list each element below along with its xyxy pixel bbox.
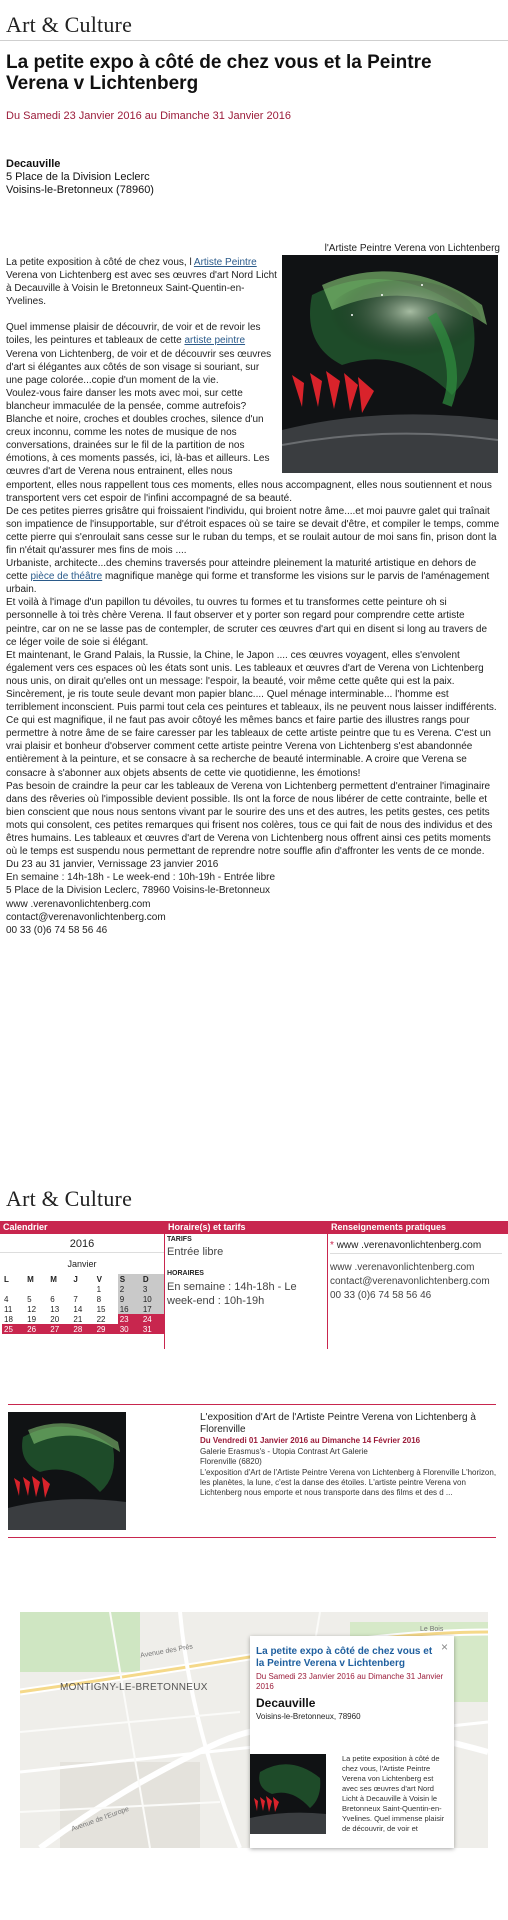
info-website-2[interactable]: www .verenavonlichtenberg.com bbox=[330, 1262, 475, 1273]
article-dates: Du Samedi 23 Janvier 2016 au Dimanche 31 Janvier 2016 bbox=[6, 110, 291, 122]
site-logo[interactable]: Art & Culture bbox=[6, 12, 133, 37]
paragraph-4: Blanche et noire, croches et doubles croches, silence d'un creux inconnu, comme les notes de musique de nos conversations, drainées sur le fil de la partition de nos émotions, à ces moments passés, ici, là-bas et ailleurs. Les œuvres d'art de Verena nous entrainent, elles nous emportent, elles nous rappellent tous ces moments, elles nous accompagnent, elles nous soutiennent et nous transportent vers cet espoir de l'infini accompagné de sa beauté. bbox=[6, 414, 492, 504]
calendar-day bbox=[48, 1284, 71, 1294]
paragraph-6: Urbaniste, architecte...des chemins traversés pour atteindre pleinement la maturité artistique en dehors de cette pièce de théâtre magnifique manège qui forme et transforme les visions sur le parvis de l'aménagement urbain. bbox=[6, 558, 490, 596]
info-website-line bbox=[330, 1240, 481, 1251]
hours-column bbox=[165, 1221, 328, 1349]
info-website[interactable]: www .verenavonlichtenberg.com bbox=[6, 898, 151, 910]
info-email[interactable]: contact@verenavonlichtenberg.com bbox=[330, 1276, 490, 1287]
map-label-road2: Avenue de l'Europe bbox=[70, 1805, 131, 1834]
calendar-day[interactable]: 11 bbox=[4, 1304, 13, 1314]
info-address: 5 Place de la Division Leclerc, 78960 Voisins-le-Bretonneux bbox=[6, 885, 271, 897]
info-header: Renseignements pratiques bbox=[328, 1221, 508, 1234]
map-popup bbox=[250, 1636, 454, 1848]
horaires-value: En semaine : 14h-18h - Le week-end : 10h-19h bbox=[167, 1281, 297, 1307]
paragraph-8: Et maintenant, le Grand Palais, la Russie, la Chine, le Japon .... ces œuvres voyagent, elles s'envolent également vers ces espaces où les états sont unis. Les tableaux et œuvres d'art de Verena von Lichtenberg nous unis, on dirait qu'elles ont un message: l'espoir, la beauté, voir même cette quête qui est la paix. bbox=[6, 649, 484, 687]
event-info-widget bbox=[0, 1221, 508, 1349]
weekday-sat: S bbox=[118, 1274, 141, 1284]
calendar-day[interactable]: 15 bbox=[96, 1304, 106, 1314]
info-hours: En semaine : 14h-18h - Le week-end : 10h-19h - Entrée libre bbox=[6, 872, 276, 884]
calendar-day-event[interactable]: 25 bbox=[2, 1324, 25, 1334]
map-label-town: MONTIGNY-LE-BRETONNEUX bbox=[60, 1682, 208, 1693]
info-phone: 00 33 (0)6 74 58 56 46 bbox=[330, 1290, 432, 1301]
popup-title[interactable]: La petite expo à côté de chez vous et la Peintre Verena v Lichtenberg bbox=[256, 1646, 433, 1669]
paragraph-2: Quel immense plaisir de découvrir, de voir et de revoir les toiles, les peintures et tableaux de cette artiste peintre Verena von Lichtenberg, de voir et de découvrir ses œuvres d'art si élégantes aux côtés de son visage si souriant, sur une page colorée...copie d'un moment de la vie. bbox=[6, 322, 272, 386]
weekday-fri: V bbox=[96, 1274, 102, 1284]
calendar-day-event[interactable]: 31 bbox=[141, 1324, 164, 1334]
calendar-day[interactable]: 13 bbox=[50, 1304, 60, 1314]
close-icon[interactable]: × bbox=[440, 1640, 448, 1654]
popup-address: Voisins-le-Bretonneux, 78960 bbox=[256, 1712, 361, 1721]
hours-header: Horaire(s) et tarifs bbox=[165, 1221, 327, 1234]
paragraph-5: De ces petites pierres grisâtre qui froissaient l'individu, qui broient notre âme....et moi pauvre galet qui traînait son impatience de l'insupportable, sur d'étroit espaces où se taire se devait d'être, et compiler le temps, comme cette pierre qui s'enroulait sans cesse sur le ruban du temps, et se roulait autour de moi sans fin, prison dont la fin n'était qu'assurer mes fins de mois .... bbox=[6, 505, 500, 556]
calendar-day[interactable]: 1 bbox=[96, 1284, 102, 1294]
weekday-wed: M bbox=[50, 1274, 57, 1284]
related-city: Florenville (6820) bbox=[200, 1457, 262, 1466]
calendar-day[interactable]: 4 bbox=[4, 1294, 9, 1304]
info-dates: Du 23 au 31 janvier, Vernissage 23 janvier 2016 bbox=[6, 859, 219, 871]
calendar-day[interactable]: 14 bbox=[73, 1304, 83, 1314]
popup-dates: Du Samedi 23 Janvier 2016 au Dimanche 31 Janvier 2016 bbox=[256, 1672, 444, 1691]
popup-painting-svg bbox=[250, 1754, 326, 1834]
calendar-day-event[interactable]: 27 bbox=[48, 1324, 71, 1334]
painting-image[interactable] bbox=[282, 255, 498, 473]
calendar-day[interactable]: 5 bbox=[27, 1294, 32, 1304]
weekday-thu: J bbox=[73, 1274, 78, 1284]
calendar-day bbox=[25, 1284, 48, 1294]
calendar-day[interactable]: 22 bbox=[96, 1314, 106, 1324]
weekday-tue: M bbox=[27, 1274, 34, 1284]
calendar-day[interactable]: 3 bbox=[141, 1284, 164, 1294]
related-top-divider bbox=[8, 1404, 496, 1405]
venue-name: Decauville bbox=[6, 158, 61, 170]
image-caption: l'Artiste Peintre Verena von Lichtenberg bbox=[324, 243, 500, 254]
calendar-day-event[interactable]: 28 bbox=[71, 1324, 94, 1334]
calendar-day[interactable]: 10 bbox=[141, 1294, 164, 1304]
info-column bbox=[328, 1221, 508, 1349]
calendar-day[interactable]: 8 bbox=[96, 1294, 102, 1304]
related-bottom-divider bbox=[8, 1537, 496, 1538]
calendar-day[interactable]: 19 bbox=[27, 1314, 37, 1324]
related-painting-svg bbox=[8, 1412, 126, 1530]
calendar-header: Calendrier bbox=[0, 1221, 164, 1234]
related-venue: Galerie Erasmus's - Utopia Contrast Art Galerie bbox=[200, 1447, 368, 1456]
info-website-1[interactable]: www .verenavonlichtenberg.com bbox=[336, 1240, 482, 1251]
link-artiste-peintre[interactable]: Artiste Peintre bbox=[193, 257, 257, 268]
paragraph-9: Sincèrement, je ris toute seule devant mon papier blanc.... Quel ménage interminable... l'homme est terriblement inconscient. Puis parmi tout cela ces peintures et tableaux, ils ne peuvent nous laisser indifférents. Ce qui est magnifique, il ne faut pas avoir côtoyé les mêmes bancs et faire partie des illustres rangs pour permettre à notre âme de se faire caresser par les tableaux de cette artiste peintre que tu es Verena. C'est un vrai plaisir et bonheur d'observer comment cette artiste peintre Verena von Lichtenberg s'est abandonnée entièrement à la peinture, et se consacre à sa recherche de beauté interminable. A croire que Verena se consacre à s'abonner aux objets absents de cette vie quotidienne, les émotions! bbox=[6, 689, 497, 779]
popup-venue: Decauville bbox=[256, 1696, 316, 1710]
related-dates: Du Vendredi 01 Janvier 2016 au Dimanche 14 Février 2016 bbox=[200, 1436, 421, 1445]
popup-thumbnail[interactable] bbox=[250, 1754, 326, 1834]
header-divider bbox=[0, 40, 508, 41]
paragraph-1: La petite exposition à côté de chez vous, l Artiste Peintre Verena von Lichtenberg est avec ses œuvres d'art Nord Licht à Decauville à Voisin le Bretonneux Saint-Quentin-en-Yvelines. bbox=[6, 257, 277, 308]
calendar-month: Janvier bbox=[67, 1259, 97, 1269]
calendar-grid bbox=[2, 1274, 164, 1334]
site-logo-2[interactable]: Art & Culture bbox=[6, 1186, 133, 1211]
related-thumbnail[interactable] bbox=[8, 1412, 126, 1530]
related-excerpt: L'exposition d'Art de l'Artiste Peintre Verena von Lichtenberg à Florenville L'horizon, les planètes, la lune, c'est la danse des étoiles. L'artiste peintre Verena von Lichtenberg nous emporte et nous transporte dans des films et des d ... bbox=[200, 1468, 497, 1497]
link-piece-de-theatre[interactable]: pièce de théâtre bbox=[30, 571, 103, 583]
tarifs-label: TARIFS bbox=[167, 1236, 192, 1243]
calendar-day bbox=[71, 1284, 94, 1294]
calendar-day[interactable]: 16 bbox=[118, 1304, 141, 1314]
weekday-sun: D bbox=[141, 1274, 164, 1284]
link-artiste-peintre-2[interactable]: artiste peintre bbox=[184, 335, 246, 347]
horaires-label: HORAIRES bbox=[167, 1270, 204, 1277]
weekday-mon: L bbox=[4, 1274, 9, 1284]
venue-address-2: Voisins-le-Bretonneux (78960) bbox=[6, 184, 154, 196]
map-label-road1: Avenue des Prés bbox=[139, 1643, 194, 1660]
painting-svg bbox=[282, 255, 498, 473]
calendar-day-event[interactable]: 29 bbox=[95, 1324, 118, 1334]
calendar-column bbox=[0, 1221, 165, 1349]
popup-excerpt: La petite exposition à côté de chez vous, l'Artiste Peintre Verena von Lichtenberg est avec ses œuvres d'art Nord Licht à Decauville à Voisin le Bretonneux Saint-Quentin-en-Yvelines. Quel immense plaisir de découvrir, de voir et bbox=[342, 1754, 445, 1833]
calendar-day-event[interactable]: 30 bbox=[118, 1324, 141, 1334]
calendar-day[interactable]: 2 bbox=[118, 1284, 141, 1294]
calendar-day[interactable]: 9 bbox=[118, 1294, 141, 1304]
info-email[interactable]: contact@verenavonlichtenberg.com bbox=[6, 911, 166, 923]
paragraph-7: Et voilà à l'image d'un papillon tu dévoiles, tu ouvres tu formes et tu transformes cette peinture oh si personnelle à toi très chère Verena. Il faut observer et y porter son regard pour comprendre cette artiste peintre, car on ne se lasse pas de contempler, de scruter ces œuvres d'art qui en disent si long au travers de ce léger voile de soie si élégant. bbox=[6, 597, 488, 648]
calendar-day[interactable]: 20 bbox=[50, 1314, 60, 1324]
info-phone: 00 33 (0)6 74 58 56 46 bbox=[6, 924, 108, 936]
calendar-day-event[interactable]: 26 bbox=[25, 1324, 48, 1334]
venue-address-1: 5 Place de la Division Leclerc bbox=[6, 171, 150, 183]
paragraph-10: Pas besoin de craindre la peur car les tableaux de Verena von Lichtenberg permettent d'entrainer l'imaginaire dans des rêveries où l'impossible devient possible. Ils ont la force de nous libérer de cette contrainte, belle et bien conscient que nous nous sentons vivant par le sourire des uns et des autres, les petits gestes, ces petits mots qui consolent, ces petites remarques qui frisent nos colères, tous ce qui fait de nous des individus et des êtres humains. Les tableaux et œuvres d'art de Verena von Lichtenberg nous offrent ainsi ces petits moments où le temps est suspendu nous permettant de reprendre notre souffle afin d'affronter les vents de ce monde. bbox=[6, 780, 493, 858]
calendar-day[interactable]: 21 bbox=[73, 1314, 83, 1324]
calendar-day[interactable]: 6 bbox=[50, 1294, 55, 1304]
tarifs-value: Entrée libre bbox=[167, 1246, 224, 1258]
calendar-day[interactable]: 12 bbox=[27, 1304, 37, 1314]
calendar-day-event[interactable]: 24 bbox=[141, 1314, 164, 1324]
map-label-place: Le Bois bbox=[420, 1626, 444, 1633]
calendar-day[interactable]: 17 bbox=[141, 1304, 164, 1314]
star-icon: * bbox=[330, 1240, 334, 1251]
calendar-year: 2016 bbox=[69, 1238, 95, 1250]
calendar-day bbox=[2, 1284, 25, 1294]
calendar-day-event[interactable]: 23 bbox=[118, 1314, 141, 1324]
paragraph-3: Voulez-vous faire danser les mots avec moi, sur cette blancheur immaculée de la pensée, comme autrefois? bbox=[6, 387, 247, 412]
article-title: La petite expo à côté de chez vous et la Peintre Verena v Lichtenberg bbox=[6, 52, 432, 94]
related-title[interactable]: L'exposition d'Art de l'Artiste Peintre Verena von Lichtenberg à Florenville bbox=[200, 1412, 476, 1435]
calendar-day[interactable]: 18 bbox=[4, 1314, 13, 1324]
calendar-day[interactable]: 7 bbox=[73, 1294, 78, 1304]
